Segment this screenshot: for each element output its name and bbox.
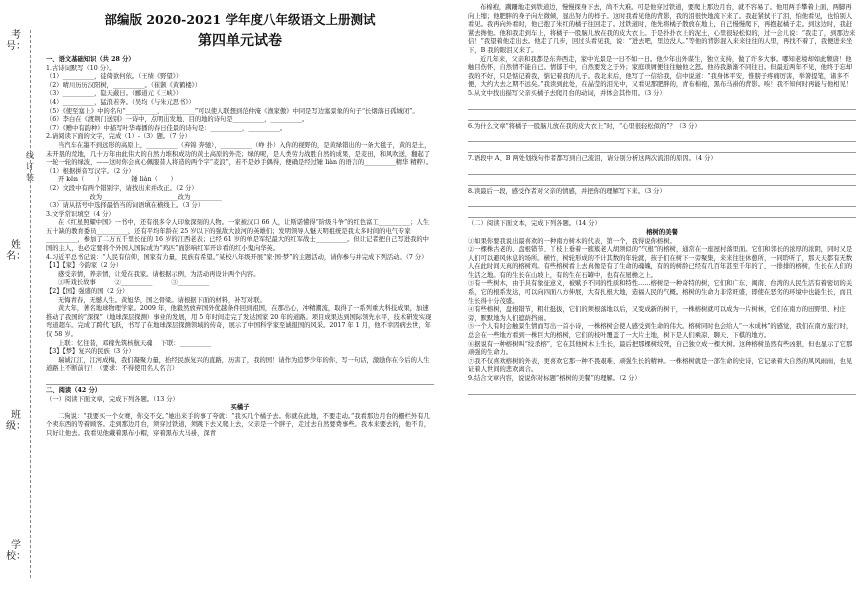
r2-paragraph-7: ⑦我不仅喜欢榕树的外表，更喜欢它那一种不畏艰难、顽强生长的精神。一株榕树就是一部生命的史诗，它记录着大自然的风风雨雨，也见证着人世间的悲欢离合。 xyxy=(468,357,853,374)
question-3: 3.文学常识填空（4 分） xyxy=(46,210,115,218)
reading-2-title: 榕树的美餐 xyxy=(646,228,678,236)
q4-sub-3-text: 瑞诚江江，江河成梅，我们凝聚力量，抬经民族复兴的直路，历害了，我的国！请作为追梦少年的你，写一句话，激励你在今后的人生道路上不断前行！（要求：不得使用名人名言） xyxy=(46,356,430,373)
question-4: 4.习近平总书记说：“人民有信仰，国家有力量，民族有希望。”某校八年级开展“家·国·梦”的主题活动，请你参与并完成下列活动。（7 分） xyxy=(46,253,428,261)
answer-line[interactable] xyxy=(468,166,856,175)
q4-sub-1-items: ①听戏长故事 ②__________ ③__________ xyxy=(58,279,210,287)
q4-sub-2-couplet: 上联：忆往昔，邓稼先筑核航天魂 下联：__________ xyxy=(58,339,212,347)
q4-sub-2: 【2】【国】强盛的国（2 分） xyxy=(46,288,129,296)
binding-line xyxy=(30,30,31,578)
q1-line-6: （6）李白在《渡荆门送别》一诗中，点明出发地、目的地的诗句是__________，__________。 xyxy=(46,116,309,124)
answer-line[interactable] xyxy=(46,376,434,385)
r2-paragraph-1: ①如果你要我说出最喜欢的一种南方树木的代表，第一个，我得说你榕树。 xyxy=(468,237,676,245)
exam-number-label: 考号： xyxy=(6,30,26,52)
question-2: 2.请阅读下面的文字，完成（1）-（3）题。（7 分） xyxy=(46,133,191,141)
unit-title: 第四单元试卷 xyxy=(198,33,282,49)
right-column xyxy=(468,0,856,608)
q2-sub-1-items: 开 kěn（ ） 锤 liàn（ ） xyxy=(58,176,177,184)
question-9: 9.结合文章内容，说说你对标题“榕树的美餐”的理解。（2 分） xyxy=(468,375,641,382)
q1-line-2: （2）晴川历历汉阳树，__________。（崔颢《黄鹤楼》） xyxy=(46,81,202,89)
r2-paragraph-4: ④有些榕树，盘根错节，粗壮挺拔，它们的须根落地以后，又变成新的树干，一株榕树就可以成为一片树林，它们在南方的田野里、村庄旁，默默地为人们遮荫挡雨。 xyxy=(468,306,846,322)
answer-line[interactable] xyxy=(468,133,856,142)
reading-1-title: 买橘子 xyxy=(230,404,250,412)
q1-line-5: （5）《使至塞上》中的名句“__________，__________”可以使人联想到范仲淹《渔家傲》中同是写边塞景象的句子“长烟落日孤城闭”。 xyxy=(46,107,419,115)
question-7: 7.语段中 A、B 两处划线句作者都写到自己流泪，请分别分析这两次流泪的原因。（4 分） xyxy=(468,155,717,163)
reading-1-paragraph-2: 近几年来，父亲和我都是东奔西走，家中光景是一日不如一日。他少年出外谋生，独立支持，做了许多大事。哪知老境却如此颓唐！他触目伤怀，自然情不能自已。情郁于中，自然要发之于外；家庭琐屑便往往触他之怒。他待我渐渐不同往日。但最近两年不见，他终于忘却我的不好，只是惦记着我，惦记着我的儿子。我北来后，他写了一信给我，信中说道：“我身体平安，惟膀子疼痛厉害，举箸提笔，诸多不便，大约大去之期不远矣。”我读到此处，在晶莹的泪光中，又看见那肥胖的，青布棉袍，黑布马褂的背影。唉！我不知何时再能与他相见！ xyxy=(468,55,853,89)
r2-paragraph-2: ②一棵株古老的、盘根错节、丫枝上垂着一簇簇老人胡须似的“气根”的榕树，通常在一座屋村落里面。它们和邻长的浓厚的浓阴，同时又是人们可以避风休息的场所。横竹，树轮形成的不计其数的年轮就，孩子们在树下一旁聚集，来来往往休憩所，一同聆听了，那天天都有无数人在此时间天真的榕树鸡。有些榕树看上去真像是有了生命的魂魄，有的的树龄已经有几百年甚至千年的了，一排排的榕树，生长在人们的生活之地。有的生长在山坡上，有的生在石罅中，也有在屋檐之上。 xyxy=(468,246,853,279)
q2-passage: 当汽车在墨不到远形的高原上，__________（弃锦 奔驰），__________（峥 扑）入你的视野的，是黄绿错出的一条大毯子，黄的是土，未开垦的荒地，几十万年由此伟大的自然力堆积成功的黄土高原的外壳；绿的呢，是人类劳力战胜自然的成果，是麦田，和风吹送，翻起了一轮一轮的绿波，——这时你会真心佩服昔人将造的两个字“麦浪”，若不是妙手偶得，便确是经过锤 liàn 的语言的__________精华 精粹）。 xyxy=(46,141,433,167)
question-5: 5.从文中找出描写父亲买橘子去爬月台的动词，并体会其作用。（3 分） xyxy=(468,89,666,97)
r2-paragraph-6: ⑥据说有一种榕树叫“绞杀榕”，它在其他树木上生长，最后把那棵树绞死，自己独立成一棵大树。这种榕树虽然有些凶狠，但也显示了它那顽强的生命力。 xyxy=(468,340,853,357)
answer-line[interactable] xyxy=(468,144,856,153)
q3-text: 在《红星照耀中国》一书中，还有很多令人印象深刻的人物。一家被汉口 66 人，让斯诺懂得“阶级斗争”的红色富工__________；人生五十缺的教育委员__________，还有平均年龄在 25 岁以下的强敌大波河的英雄们；发明领导人魅天明祖统是我太多时间的电气专家__________，参加了二万五千里长征的 16 岁的江西老表；已经 61 岁的单是军纪最大的红军战士__________。但让记者把自己写进我的中国的主人，也必定要将个外国人国际成为“鸡匹”面影响红军开诊看的红小鬼向华英。 xyxy=(46,219,430,253)
answer-line[interactable] xyxy=(468,177,856,186)
reading-1-text: 二狗说：“我要买一个女赛，你交不交。”她出来手的事了夸就：“我买几个橘子去。你就在此地，不要走动。”我看那边月台的栅栏外有几个卖东西的等着顾客。走到那边月台，须穿过铁道，须跳下去又爬上去，父亲是一个胖子，走过去自然要费事些。我本来要去的，他不肯，只好让他去。我看见他戴着黑布小帽，穿着黑布大马褂，深青 xyxy=(46,412,431,437)
q2-sub-3: （3）请从括号中选择最恰当的词语填在横线上。（3 分） xyxy=(46,202,204,210)
q1-line-7: （7）《赠中有韵种》中描写叶华毒播的春日佳景的诗句是：__________，__________。 xyxy=(46,124,287,132)
reading-1-heading: （一）阅读下面文章，完成下列各题。（13 分） xyxy=(46,395,179,403)
exam-title: 部编版 2020-2021 学年度八年级语文上册测试 xyxy=(104,12,376,27)
q2-sub-1: （1）根据拼音写汉字。（2 分） xyxy=(46,167,135,175)
reading-1-continued: 布棉袍，蹒跚地走到铁道边，慢慢探身下去，尚不大难。可是他穿过铁道，要爬上那边月台，就不容易了。他用两手攀着上面，两脚再向上缩；他肥胖的身子向左微倾，显出努力的样子。这时我看见他的背影，我的泪很快地流下来了。我赶紧拭干了泪，怕他看见，也怕别人看见。我再向外看时，他已抱了朱红的橘子往回走了。过铁道时，他先将橘子散放在地上，自己慢慢爬下，再抱起橘子走。到这边时，我赶紧去搀他。他和我走到车上，将橘子一股脑儿放在我的皮大衣上。于是扑扑衣上的泥土，心里很轻松似的，过一会儿说：“我走了，到那边来信！”我望着他走出去。他走了几步，回过头看见我，说：“进去吧，里边没人。”等他的背影混入来来往往的人里，再找不着了，我便进来坐下，B 我的眼泪又来了。 xyxy=(468,4,856,54)
q2-sub-2-items: __________改为__________ __________改为__________ xyxy=(58,193,222,201)
q4-sub-1-text: 感受亲情，养亲情，让爱在我家。请根据示例，为活动再设计两个内容。 xyxy=(58,270,260,278)
class-label: 班级： xyxy=(6,410,26,432)
q4-sub-2-passage: 黄大年，著名地球物理学家。2009 年，他毅然放弃国外优越条件回到祖国，在那出心，冲精潮流，取得了一系列重大科技成果，加速推动了我国的“深探”（地球深层探测）事业的发展，用 5 年时间走完了发达国家 20 年的道路。项目成果达到国际领先水平，技术研发实现弯道超车。完成了跨代飞跃，书写了在地球深层探测领域的传奇，展示了中国科学家至诚报国的风采。2017 年 1 月，他不幸因病去世，年仅 58 岁。 xyxy=(46,305,432,338)
left-column xyxy=(46,0,434,608)
question-8: 8.读最后一段，感受作者对父亲的情感，并把你的理解写下来。（3 分） xyxy=(468,187,666,195)
school-label: 学校： xyxy=(6,540,26,562)
r2-paragraph-5: ⑤一个人有时会触景生情而写出一首小诗，一株榕树会使人感受到生命的伟大。榕树同时也会给人“一木成林”的感觉，我们在南方旅行时，总会在一些地方看到一株巨大的榕树，它们的枝叶覆盖了一大片土地，树下是人们乘凉、聊天、下棋的地方。 xyxy=(468,323,853,340)
q1-line-4: （4）__________，猛浪若奔。（吴均《与朱元思书》） xyxy=(46,98,195,106)
q1-line-3: （3）__________，隐天蔽日。（郦道元《三峡》） xyxy=(46,90,183,98)
question-6: 6.为什么文章“将橘子一股脑儿放在我的皮大衣上”时，“心里很轻松似的”？（3 分） xyxy=(468,122,701,130)
section-2-heading: 二、阅读（42 分） xyxy=(46,386,102,394)
q4-sub-3: 【3】【梦】复兴的民族（3 分） xyxy=(46,348,135,356)
q1-line-1: （1）__________，徒倚欲何依。（王绩《野望》） xyxy=(46,73,183,81)
answer-line[interactable] xyxy=(468,101,856,110)
q2-sub-2: （2）文段中有两个错别字，请找出来并改正。（2 分） xyxy=(46,184,198,192)
section-1-heading: 一、语文基础知识（共 28 分） xyxy=(46,56,135,63)
cut-mark: 线 订 装 xyxy=(26,151,34,182)
binding-margin xyxy=(0,0,40,608)
answer-line[interactable] xyxy=(468,198,856,207)
reading-2-heading: （二）阅读下面文本，完成下列各题。（14 分） xyxy=(468,220,601,228)
q4-sub-1: 【1】【家】今韵家（2 分） xyxy=(46,262,123,270)
answer-line[interactable] xyxy=(468,112,856,121)
answer-line[interactable] xyxy=(468,386,856,395)
answer-line[interactable] xyxy=(468,209,856,218)
name-label: 姓名： xyxy=(6,240,26,262)
q4-sub-2-text: 无悔青春，无憾人生。黄旭华，国之骨梁。请根据下面的材料，补写对联。 xyxy=(58,296,266,304)
r2-paragraph-3: ③有一些树木，由于具有象征意义，被赋予不同的性质和特性……榕树是一种奇特的树，它们和广东、闽南、台湾的人民生活有着密切的关系，它的根系发达，可以向四面八方伸展，大有扎根大地，造福人民的气概。榕树的生命力非常旺盛，即使在恶劣的环境中也能生长，而且生长得十分茂盛。 xyxy=(468,280,853,305)
question-1: 1.古诗词默写（10 分）。 xyxy=(46,64,116,72)
